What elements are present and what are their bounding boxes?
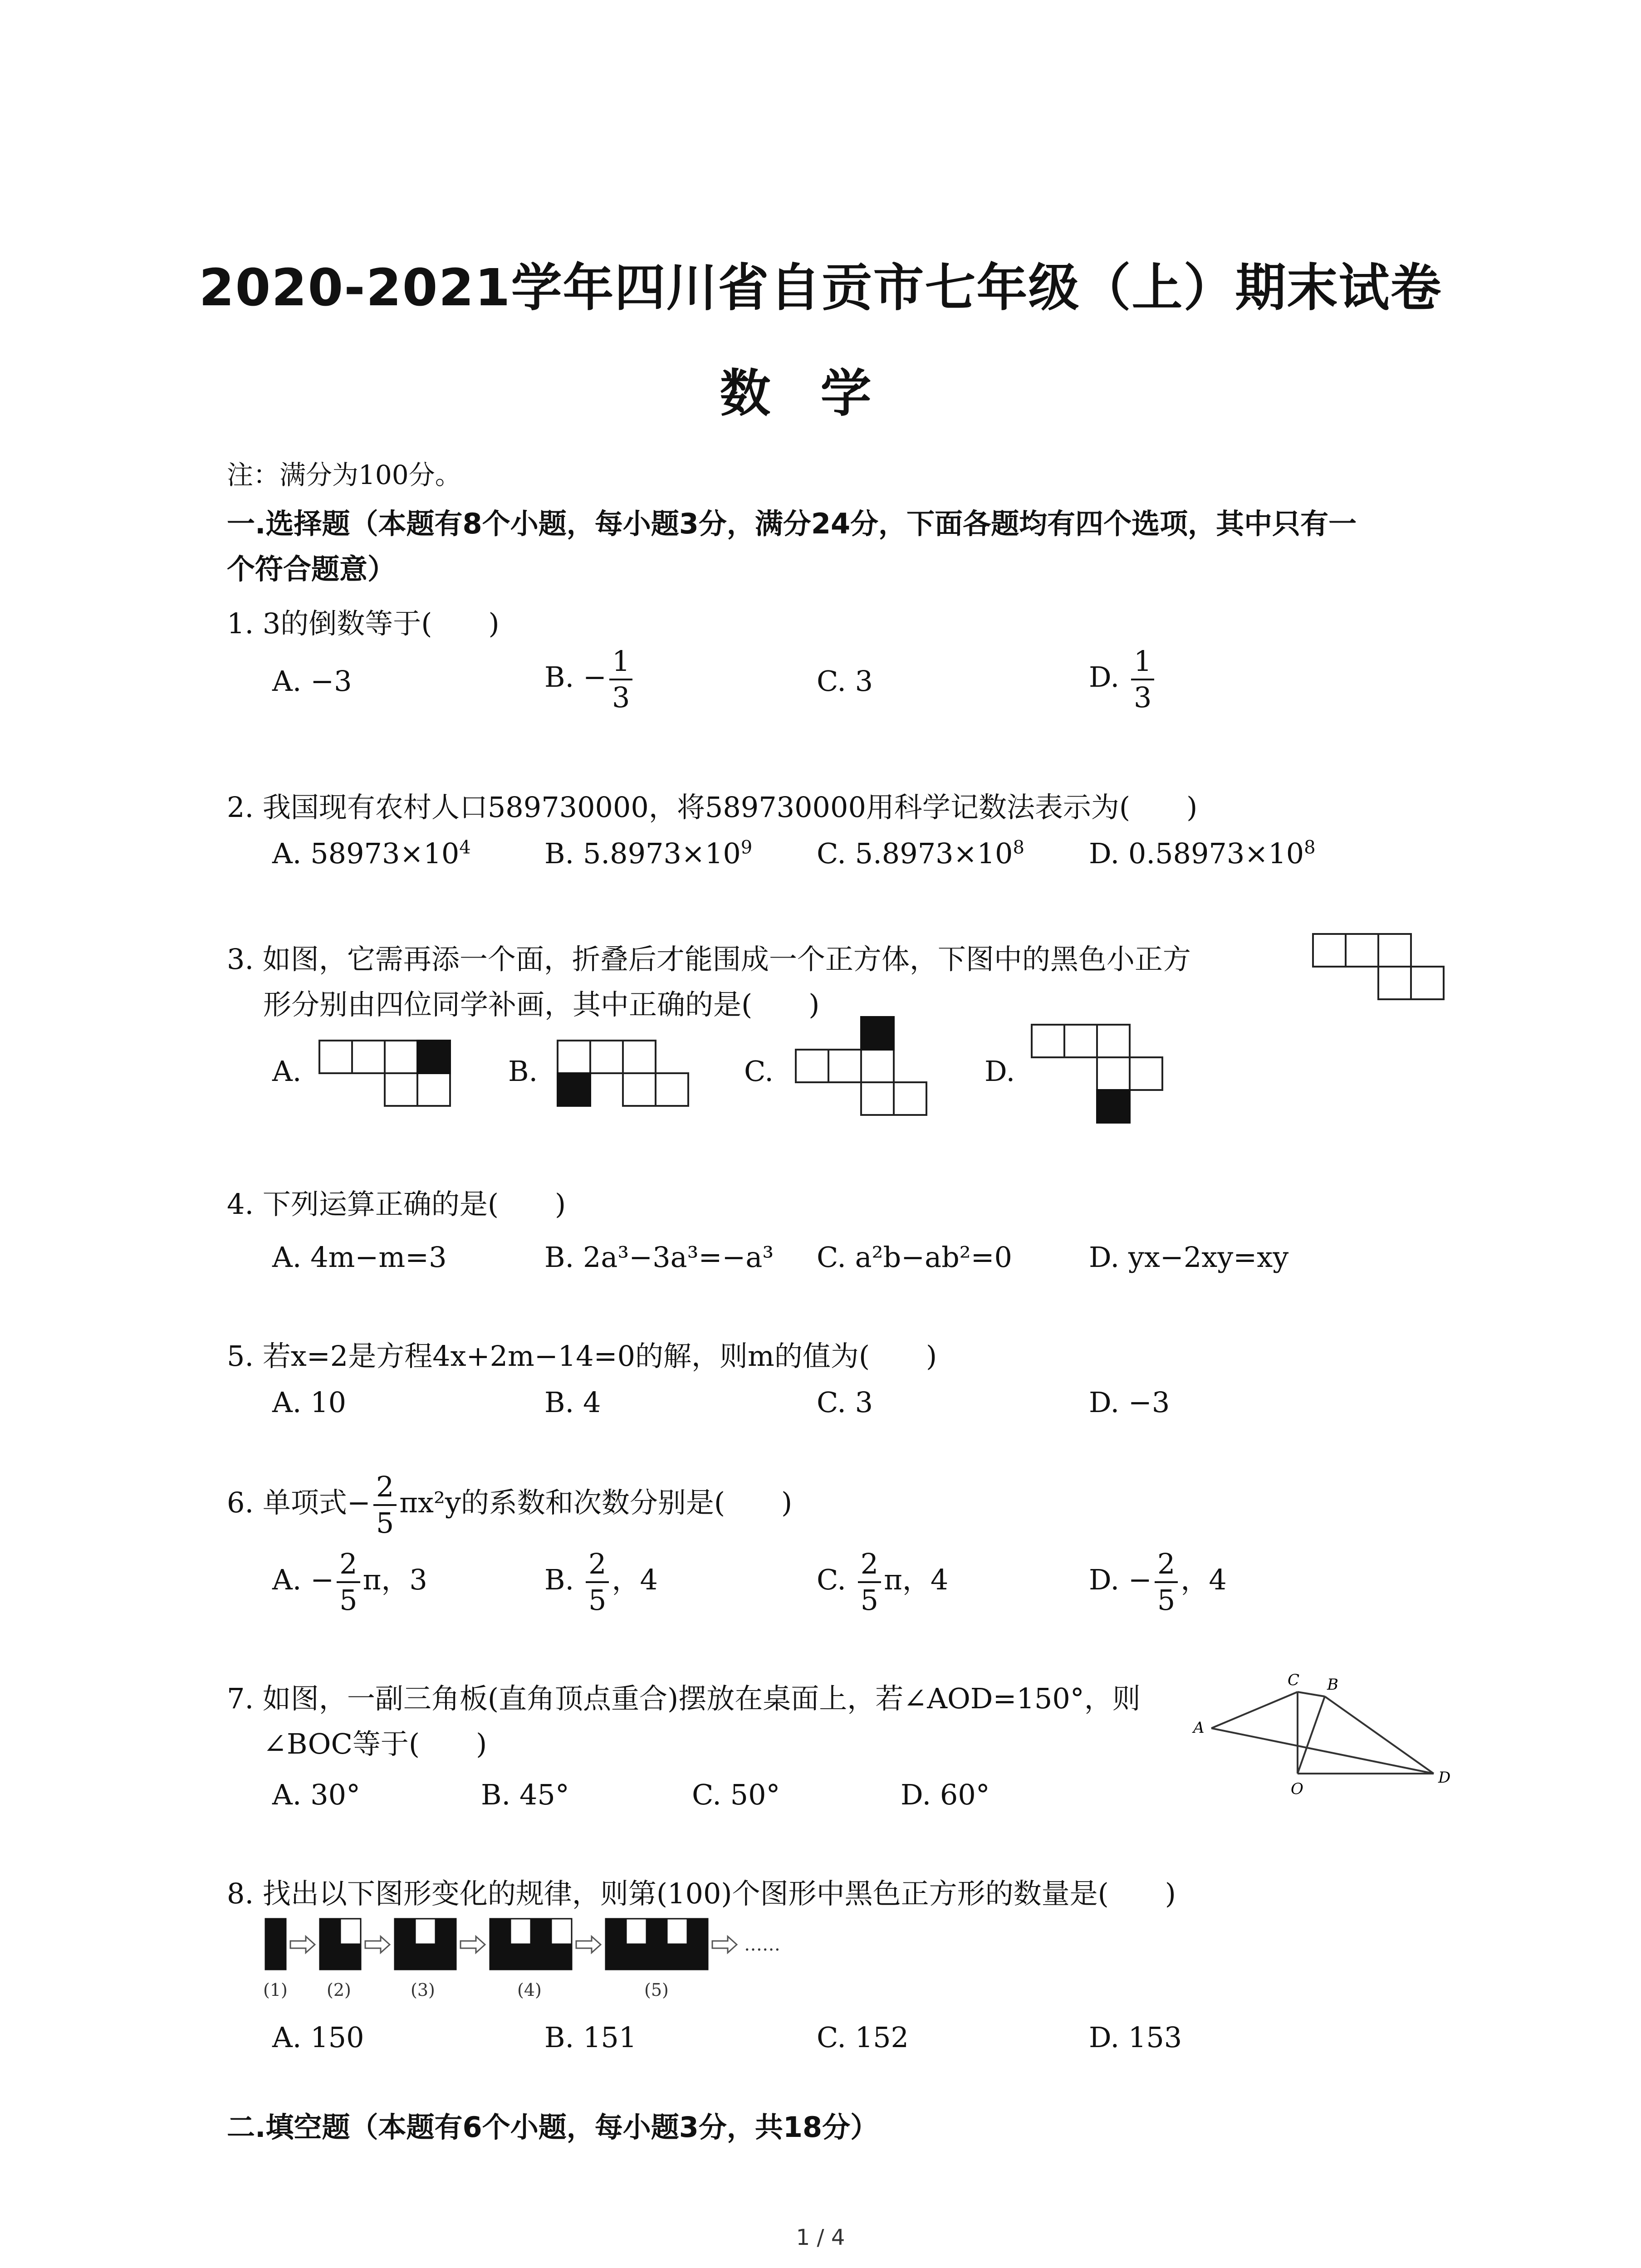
question-7-line2: ∠BOC等于( ) — [263, 1727, 487, 1760]
pattern-caption-3: (3) — [411, 1980, 435, 2000]
point-b-label: B — [1327, 1676, 1338, 1694]
q5-option-c: C. 3 — [817, 1386, 873, 1419]
q3-option-c-label: C. — [744, 1055, 774, 1088]
q3-option-b-label: B. — [508, 1055, 538, 1088]
q2-option-a: A. $58973\times 10^4$ — [272, 837, 471, 870]
pattern-caption-1: (1) — [263, 1980, 288, 2000]
q2-option-c: C. $5.8973\times 10^8$ — [817, 837, 1024, 870]
question-3-line2: 形分别由四位同学补画，其中正确的是( ) — [263, 988, 820, 1021]
q6-option-b: B. $\frac{2}{5}$ ，4 — [544, 1547, 658, 1617]
question-8-stem: 8. 找出以下图形变化的规律，则第(100)个图形中黑色正方形的数量是( ) — [227, 1877, 1176, 1910]
q3-option-d-net — [1030, 1023, 1171, 1132]
page-number: 1 / 4 — [796, 2225, 845, 2250]
q3-option-b-net — [556, 1039, 696, 1111]
q2-option-d: D. $0.58973\times 10^8$ — [1089, 837, 1316, 870]
q6-option-c: C. $\frac{2}{5}$ π，4 — [817, 1547, 949, 1617]
q8-option-c: C. 152 — [817, 2021, 909, 2054]
q6-option-a: A. − $\frac{2}{5}$ π，3 — [272, 1547, 427, 1617]
q8-option-d: D. 153 — [1089, 2021, 1182, 2054]
pattern-ellipsis: …… — [744, 1934, 780, 1955]
paper-title: 2020-2021学年四川省自贡市七年级（上）期末试卷 — [199, 259, 1442, 318]
q1-option-b: B. − $\frac{1}{3}$ — [544, 644, 635, 715]
pattern-figure-4 — [490, 1919, 572, 1970]
pattern-caption-2: (2) — [327, 1980, 351, 2000]
question-6-stem: 6. 单项式− $\frac{2}{5}$ πx²y的系数和次数分别是( ) — [227, 1470, 793, 1540]
q4-option-b: B. 2a³−3a³=−a³ — [544, 1241, 774, 1274]
q5-option-a: A. 10 — [272, 1386, 347, 1419]
q8-option-b: B. 151 — [544, 2021, 637, 2054]
q5-option-d: D. −3 — [1089, 1386, 1170, 1419]
q7-option-a: A. 30° — [272, 1778, 361, 1811]
question-1-stem: 1. 3的倒数等于( ) — [227, 607, 500, 640]
point-c-label: C — [1288, 1671, 1300, 1689]
pattern-sequence-figure — [263, 1916, 944, 2007]
q7-option-c: C. 50° — [692, 1778, 780, 1811]
q5-option-b: B. 4 — [544, 1386, 601, 1419]
section-2-heading: 二.填空题（本题有6个小题，每小题3分，共18分） — [227, 2111, 879, 2144]
point-d-label: D — [1438, 1769, 1451, 1787]
cube-net-figure — [1311, 932, 1447, 1009]
section-1-heading-line2: 个符合题意） — [227, 552, 396, 586]
pattern-figure-5 — [606, 1919, 708, 1970]
q3-option-a-label: A. — [272, 1055, 302, 1088]
q2-option-b: B. $5.8973\times 10^9$ — [544, 837, 753, 870]
score-note: 注：满分为100分。 — [227, 459, 461, 490]
question-2-stem: 2. 我国现有农村人口589730000，将589730000用科学记数法表示为( ) — [227, 791, 1198, 824]
question-7-line1: 7. 如图，一副三角板(直角顶点重合)摆放在桌面上，若∠AOD=150°，则 — [227, 1682, 1141, 1715]
point-a-label: A — [1193, 1719, 1205, 1737]
q3-option-d-label: D. — [985, 1055, 1015, 1088]
q4-option-a: A. 4m−m=3 — [272, 1241, 447, 1274]
section-1-heading-line1: 一.选择题（本题有8个小题，每小题3分，满分24分，下面各题均有四个选项，其中只有一 — [227, 507, 1357, 540]
question-4-stem: 4. 下列运算正确的是( ) — [227, 1188, 566, 1221]
pattern-caption-4: (4) — [517, 1980, 542, 2000]
point-o-label: O — [1291, 1780, 1303, 1798]
q4-option-d: D. yx−2xy=xy — [1089, 1241, 1289, 1274]
triangle-rulers-figure — [1180, 1665, 1461, 1814]
question-5-stem: 5. 若x=2是方程4x+2m−14=0的解，则m的值为( ) — [227, 1339, 937, 1373]
q1-option-d: D. $\frac{1}{3}$ — [1089, 644, 1157, 715]
q1-option-c: C. 3 — [817, 665, 873, 698]
q6-option-d: D. − $\frac{2}{5}$ ，4 — [1089, 1547, 1227, 1617]
q1-option-a: A. −3 — [272, 665, 352, 698]
q7-option-b: B. 45° — [481, 1778, 569, 1811]
q3-option-a-net — [318, 1039, 458, 1111]
pattern-caption-5: (5) — [644, 1980, 669, 2000]
q4-option-c: C. a²b−ab²=0 — [817, 1241, 1013, 1274]
q8-option-a: A. 150 — [272, 2021, 364, 2054]
pattern-figure-2 — [320, 1919, 361, 1970]
question-3-line1: 3. 如图，它需再添一个面，折叠后才能围成一个正方体，下图中的黑色小正方 — [227, 943, 1191, 976]
q7-option-d: D. 60° — [901, 1778, 990, 1811]
paper-subject: 数学 — [720, 364, 921, 423]
pattern-figure-3 — [395, 1919, 456, 1970]
q3-option-c-net — [794, 1012, 935, 1120]
pattern-figure-1 — [265, 1919, 286, 1970]
